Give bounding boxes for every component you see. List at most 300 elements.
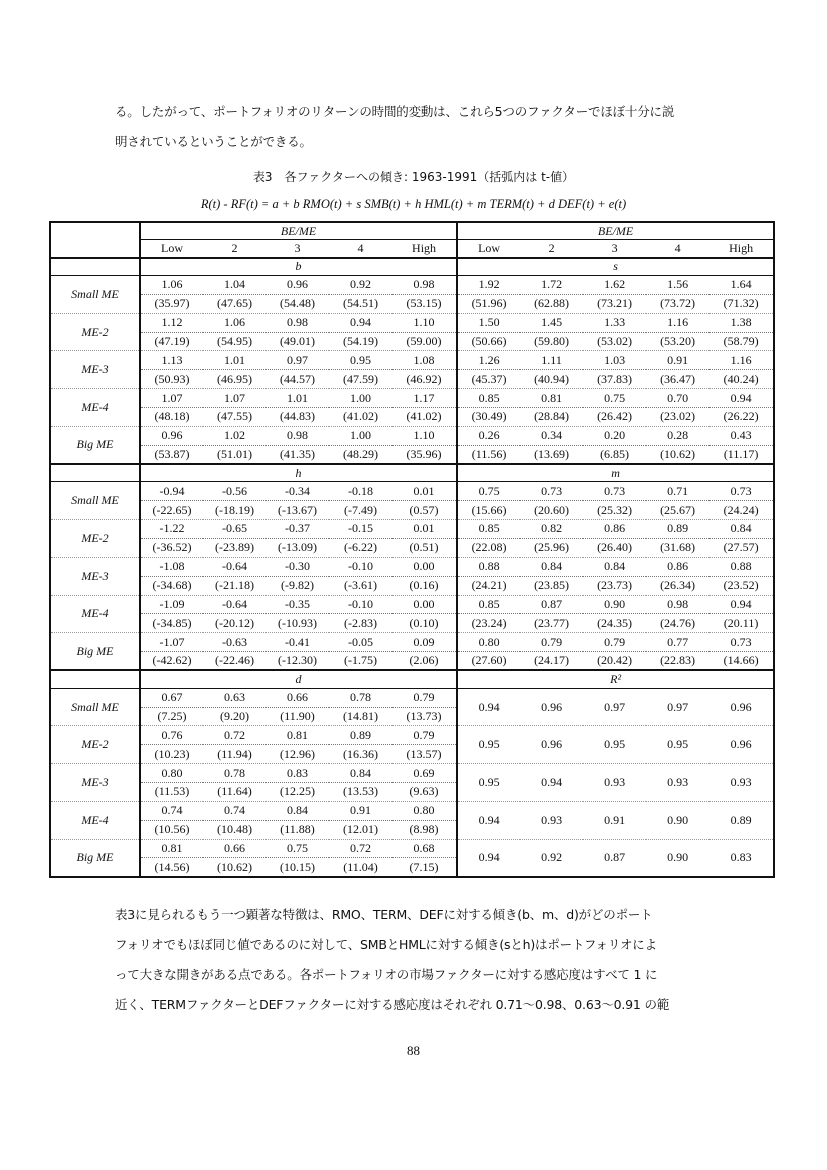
t-value-cell: (0.51)	[392, 538, 457, 557]
coef-cell: 1.13	[140, 351, 203, 370]
table-row-tvalues	[50, 407, 774, 426]
t-value-cell: (27.57)	[723, 540, 759, 555]
t-value-cell: (25.96)	[534, 540, 570, 555]
t-value-cell: (11.56)	[471, 446, 507, 461]
t-value-cell: (53.87)	[154, 446, 190, 461]
coef-cell: 0.79	[520, 633, 583, 652]
coef-cell: 0.84	[709, 520, 774, 539]
t-value-cell: (11.53)	[154, 784, 190, 799]
section-header-row	[50, 670, 774, 688]
t-value-cell: (35.97)	[154, 296, 190, 311]
coef-cell: 1.12	[140, 313, 203, 332]
coef-cell: -1.09	[140, 595, 203, 614]
section-header-row	[50, 258, 774, 276]
r-squared-cell: 0.95	[457, 726, 520, 764]
row-label: Big ME	[50, 839, 140, 877]
coef-cell: 0.89	[329, 726, 392, 745]
coef-cell: 0.73	[709, 633, 774, 652]
coef-cell: 1.06	[140, 275, 203, 294]
coef-cell: 0.80	[457, 633, 520, 652]
t-value-cell: (62.88)	[534, 296, 570, 311]
coef-cell: 0.70	[646, 389, 709, 408]
body-line-1: 表3に見られるもう一つ顕著な特徴は、RMO、TERM、DEFに対する傾き(b、m、d)がどのポート	[115, 907, 653, 922]
t-value-cell: (20.42)	[597, 653, 633, 668]
row-label: Small ME	[50, 688, 140, 726]
t-value-cell: (35.96)	[392, 445, 457, 464]
coef-cell: 0.96	[266, 275, 329, 294]
table-row	[50, 764, 774, 783]
t-value-cell: (53.20)	[660, 333, 696, 348]
coef-cell: 1.07	[140, 389, 203, 408]
t-value-cell: (-9.82)	[281, 578, 314, 593]
coef-cell: 0.92	[329, 275, 392, 294]
coef-cell: 0.66	[266, 688, 329, 707]
coef-cell: 0.73	[709, 482, 774, 501]
row-label: ME-2	[50, 520, 140, 558]
column-header-left-4: High	[392, 240, 457, 258]
table-row	[50, 557, 774, 576]
section-label-left: h	[140, 464, 457, 482]
coef-cell: 0.97	[266, 351, 329, 370]
t-value-cell: (54.95)	[217, 333, 252, 348]
coef-cell: 0.74	[140, 801, 203, 820]
row-label: ME-2	[50, 313, 140, 351]
coef-cell: 0.00	[392, 595, 457, 614]
table-row-tvalues	[50, 445, 774, 464]
body-line-2: フォリオでもほぼ同じ値であるのに対して、SMBとHMLに対する傾き(sとh)はポートフォリオによ	[115, 937, 657, 952]
section-label-left: b	[140, 258, 457, 276]
coef-cell: 0.66	[203, 839, 266, 858]
coef-cell: 1.72	[520, 275, 583, 294]
t-value-cell: (51.96)	[471, 296, 507, 311]
t-value-cell: (11.90)	[280, 709, 315, 724]
t-value-cell: (-21.18)	[215, 578, 254, 593]
coef-cell: -0.65	[203, 520, 266, 539]
r-squared-cell: 0.96	[709, 726, 774, 764]
coef-cell: 0.83	[266, 764, 329, 783]
t-value-cell: (13.53)	[343, 784, 378, 799]
table-row	[50, 275, 774, 294]
t-value-cell: (11.04)	[343, 859, 378, 874]
coef-cell: 0.81	[266, 726, 329, 745]
t-value-cell: (47.55)	[217, 409, 252, 424]
t-value-cell: (53.02)	[597, 333, 633, 348]
t-value-cell: (13.57)	[392, 745, 457, 764]
table-row-tvalues	[50, 576, 774, 595]
t-value-cell: (73.21)	[597, 296, 633, 311]
t-value-cell: (48.18)	[154, 409, 190, 424]
t-value-cell: (2.06)	[392, 652, 457, 671]
t-value-cell: (47.59)	[343, 371, 378, 386]
t-value-cell: (26.42)	[597, 409, 633, 424]
t-value-cell: (51.01)	[217, 446, 252, 461]
table-row	[50, 839, 774, 858]
r-squared-cell: 0.95	[457, 764, 520, 802]
column-header-left-1: 2	[203, 240, 266, 258]
table-row-tvalues	[50, 501, 774, 520]
coef-cell: -0.18	[329, 482, 392, 501]
coef-cell: 0.84	[329, 764, 392, 783]
t-value-cell: (24.21)	[471, 578, 507, 593]
section-header-blank	[50, 258, 140, 276]
coef-cell: 1.45	[520, 313, 583, 332]
t-value-cell: (23.73)	[597, 578, 633, 593]
t-value-cell: (59.80)	[534, 333, 570, 348]
r-squared-cell: 0.87	[583, 839, 646, 877]
t-value-cell: (11.64)	[217, 784, 252, 799]
coef-cell: 0.85	[457, 389, 520, 408]
coef-cell: 1.03	[583, 351, 646, 370]
t-value-cell: (37.83)	[597, 371, 633, 386]
group-header-right: BE/ME	[457, 222, 774, 240]
coef-cell: 1.10	[392, 313, 457, 332]
coef-cell: 0.09	[392, 633, 457, 652]
r-squared-cell: 0.90	[646, 801, 709, 839]
t-value-cell: (7.25)	[157, 709, 187, 724]
t-value-cell: (10.62)	[217, 859, 252, 874]
t-value-cell: (54.51)	[343, 296, 378, 311]
table-row	[50, 313, 774, 332]
coef-cell: -0.63	[203, 633, 266, 652]
table-row	[50, 801, 774, 820]
coef-cell: 0.87	[520, 595, 583, 614]
coef-cell: 1.92	[457, 275, 520, 294]
coef-cell: 1.10	[392, 426, 457, 445]
r-squared-cell: 0.91	[583, 801, 646, 839]
t-value-cell: (47.65)	[217, 296, 252, 311]
coef-cell: -0.30	[266, 557, 329, 576]
table-row-tvalues	[50, 614, 774, 633]
t-value-cell: (27.60)	[471, 653, 507, 668]
t-value-cell: (10.62)	[660, 446, 696, 461]
t-value-cell: (28.84)	[534, 409, 570, 424]
t-value-cell: (0.16)	[392, 576, 457, 595]
r-squared-cell: 0.92	[520, 839, 583, 877]
t-value-cell: (40.94)	[534, 371, 570, 386]
r-squared-cell: 0.94	[478, 699, 500, 714]
t-value-cell: (45.37)	[471, 371, 507, 386]
t-value-cell: (-22.65)	[152, 502, 192, 517]
coef-cell: 0.84	[266, 801, 329, 820]
t-value-cell: (-13.67)	[278, 502, 317, 517]
t-value-cell: (50.66)	[471, 333, 507, 348]
column-header-right-1: 2	[520, 240, 583, 258]
t-value-cell: (10.23)	[154, 746, 190, 761]
column-header-left-2: 3	[266, 240, 329, 258]
coef-cell: 1.06	[203, 313, 266, 332]
r-squared-cell: 0.97	[604, 699, 626, 714]
table-row-tvalues	[50, 332, 774, 351]
t-value-cell: (23.24)	[471, 615, 507, 630]
coef-cell: -1.07	[140, 633, 203, 652]
coef-cell: 0.01	[392, 482, 457, 501]
t-value-cell: (-3.61)	[344, 578, 377, 593]
table-row	[50, 595, 774, 614]
coef-cell: 0.72	[203, 726, 266, 745]
intro-paragraph	[115, 97, 715, 157]
t-value-cell: (12.25)	[280, 784, 315, 799]
coef-cell: 0.86	[646, 557, 709, 576]
coef-cell: -0.56	[203, 482, 266, 501]
table-row	[50, 351, 774, 370]
coef-cell: 1.08	[392, 351, 457, 370]
t-value-cell: (20.11)	[723, 615, 759, 630]
coef-cell: 0.26	[457, 426, 520, 445]
column-header-right-3: 4	[646, 240, 709, 258]
t-value-cell: (25.32)	[597, 502, 633, 517]
coef-cell: 0.73	[583, 482, 646, 501]
t-value-cell: (12.01)	[343, 822, 378, 837]
coef-cell: -0.10	[329, 557, 392, 576]
table-row-tvalues	[50, 370, 774, 389]
t-value-cell: (25.67)	[660, 502, 696, 517]
coef-cell: 0.34	[520, 426, 583, 445]
t-value-cell: (23.77)	[534, 615, 570, 630]
table-row-tvalues	[50, 538, 774, 557]
t-value-cell: (44.83)	[280, 409, 315, 424]
coef-cell: 0.98	[266, 313, 329, 332]
t-value-cell: (8.98)	[392, 820, 457, 839]
coef-cell: 0.98	[646, 595, 709, 614]
t-value-cell: (13.73)	[392, 707, 457, 726]
row-label: ME-4	[50, 801, 140, 839]
t-value-cell: (9.20)	[220, 709, 249, 724]
section-label-right: m	[457, 464, 774, 482]
coef-cell: 1.00	[329, 389, 392, 408]
r-squared-cell: 0.93	[709, 764, 774, 802]
r-squared-cell: 0.94	[520, 764, 583, 802]
t-value-cell: (-10.93)	[278, 615, 317, 630]
t-value-cell: (40.24)	[723, 371, 759, 386]
r-squared-cell: 0.90	[646, 839, 709, 877]
t-value-cell: (22.08)	[471, 540, 507, 555]
section-header-blank	[50, 464, 140, 482]
t-value-cell: (9.63)	[392, 783, 457, 802]
t-value-cell: (22.83)	[660, 653, 696, 668]
t-value-cell: (10.56)	[154, 822, 190, 837]
row-label: ME-3	[50, 351, 140, 389]
t-value-cell: (10.15)	[280, 859, 315, 874]
r-squared-cell: 0.96	[520, 726, 583, 764]
r-squared-cell: 0.83	[709, 839, 774, 877]
t-value-cell: (24.76)	[660, 615, 696, 630]
coef-cell: 0.85	[457, 595, 520, 614]
t-value-cell: (47.19)	[154, 333, 190, 348]
coef-cell: -0.94	[140, 482, 203, 501]
coef-cell: 1.07	[203, 389, 266, 408]
section-header-blank	[50, 670, 140, 688]
coef-cell: -0.15	[329, 520, 392, 539]
coef-cell: 0.79	[392, 688, 457, 707]
t-value-cell: (14.81)	[343, 709, 378, 724]
table-row	[50, 389, 774, 408]
coef-cell: 0.98	[392, 275, 457, 294]
t-value-cell: (30.49)	[471, 409, 507, 424]
coef-cell: 1.33	[583, 313, 646, 332]
t-value-cell: (-42.62)	[152, 653, 192, 668]
coef-cell: -0.05	[329, 633, 392, 652]
coef-cell: 1.16	[709, 351, 774, 370]
coef-cell: 0.91	[329, 801, 392, 820]
coef-cell: -0.37	[266, 520, 329, 539]
coef-cell: 0.69	[392, 764, 457, 783]
coef-cell: 0.74	[203, 801, 266, 820]
table-caption: 表3 各ファクターへの傾き: 1963-1991（括弧内は t-値）	[252, 170, 575, 184]
r-squared-cell: 0.93	[583, 764, 646, 802]
table-row	[50, 482, 774, 501]
coef-cell: 0.72	[329, 839, 392, 858]
table-row	[50, 688, 774, 707]
table-row	[50, 633, 774, 652]
row-label: Big ME	[50, 426, 140, 464]
table-row-tvalues	[50, 294, 774, 313]
coef-cell: 0.86	[583, 520, 646, 539]
coef-cell: 0.85	[457, 520, 520, 539]
r-squared-cell: 0.93	[520, 801, 583, 839]
table-row	[50, 726, 774, 745]
t-value-cell: (41.02)	[343, 409, 378, 424]
group-header-left: BE/ME	[140, 222, 457, 240]
column-header-left-3: 4	[329, 240, 392, 258]
table-row-tvalues	[50, 652, 774, 671]
coef-cell: 1.16	[646, 313, 709, 332]
t-value-cell: (24.35)	[597, 615, 633, 630]
t-value-cell: (23.52)	[723, 578, 759, 593]
coef-cell: 0.84	[520, 557, 583, 576]
coef-cell: 0.89	[646, 520, 709, 539]
coef-cell: -0.35	[266, 595, 329, 614]
table-body	[50, 222, 774, 877]
t-value-cell: (14.56)	[154, 859, 190, 874]
table-corner	[50, 222, 140, 258]
coef-cell: 1.56	[646, 275, 709, 294]
t-value-cell: (-13.09)	[278, 540, 317, 555]
t-value-cell: (23.85)	[534, 578, 570, 593]
t-value-cell: (-20.12)	[215, 615, 254, 630]
coef-cell: 0.28	[646, 426, 709, 445]
r-squared-cell: 0.96	[730, 699, 752, 714]
t-value-cell: (-1.75)	[344, 653, 377, 668]
coef-cell: 1.02	[203, 426, 266, 445]
coef-cell: 0.20	[583, 426, 646, 445]
coef-cell: 0.80	[140, 764, 203, 783]
t-value-cell: (-36.52)	[152, 540, 192, 555]
body-line-3: って大きな開きがある点である。各ポートフォリオの市場ファクターに対する感応度はすべて 1 に	[115, 967, 658, 982]
r-squared-cell: 0.94	[457, 801, 520, 839]
coef-cell: 0.75	[266, 839, 329, 858]
coef-cell: 1.11	[520, 351, 583, 370]
t-value-cell: (-34.68)	[152, 578, 192, 593]
r-squared-cell: 0.94	[457, 839, 520, 877]
section-header-row	[50, 464, 774, 482]
coef-cell: 1.01	[266, 389, 329, 408]
section-label-right: R²	[457, 670, 774, 688]
column-header-right-2: 3	[583, 240, 646, 258]
coef-cell: 0.71	[646, 482, 709, 501]
coef-cell: 0.94	[709, 389, 774, 408]
coef-cell: 1.38	[709, 313, 774, 332]
coef-cell: 0.81	[520, 389, 583, 408]
coef-cell: 0.78	[329, 688, 392, 707]
t-value-cell: (23.02)	[660, 409, 696, 424]
regression-formula: R(t) - RF(t) = a + b RMO(t) + s SMB(t) + h HML(t) + m TERM(t) + d DEF(t) + e(t)	[200, 197, 627, 211]
t-value-cell: (14.66)	[723, 653, 759, 668]
t-value-cell: (26.22)	[723, 409, 759, 424]
coef-cell: 0.67	[140, 688, 203, 707]
t-value-cell: (15.66)	[471, 502, 507, 517]
coef-cell: 0.94	[329, 313, 392, 332]
t-value-cell: (54.48)	[280, 296, 315, 311]
coef-cell: 1.50	[457, 313, 520, 332]
t-value-cell: (58.79)	[723, 333, 759, 348]
t-value-cell: (7.15)	[392, 858, 457, 877]
t-value-cell: (10.48)	[217, 822, 252, 837]
t-value-cell: (-2.83)	[344, 615, 377, 630]
factor-loadings-table	[49, 221, 775, 878]
coef-cell: -0.64	[203, 557, 266, 576]
t-value-cell: (20.60)	[534, 502, 570, 517]
coef-cell: 1.01	[203, 351, 266, 370]
t-value-cell: (11.88)	[280, 822, 315, 837]
row-label: ME-4	[50, 389, 140, 427]
coef-cell: 1.62	[583, 275, 646, 294]
intro-line-2: 明されているということができる。	[115, 134, 312, 149]
t-value-cell: (-22.46)	[215, 653, 254, 668]
t-value-cell: (0.10)	[392, 614, 457, 633]
t-value-cell: (54.19)	[343, 333, 378, 348]
t-value-cell: (-34.85)	[152, 615, 192, 630]
coef-cell: -1.22	[140, 520, 203, 539]
t-value-cell: (44.57)	[280, 371, 315, 386]
coef-cell: 0.43	[709, 426, 774, 445]
row-label: ME-2	[50, 726, 140, 764]
table-row	[50, 520, 774, 539]
t-value-cell: (12.96)	[280, 746, 315, 761]
r-squared-cell: 0.97	[667, 699, 689, 714]
coef-cell: 1.04	[203, 275, 266, 294]
t-value-cell: (53.15)	[392, 294, 457, 313]
row-label: Big ME	[50, 633, 140, 671]
intro-line-1: る。したがって、ポートフォリオのリターンの時間的変動は、これら5つのファクターでほぼ十分に説	[115, 104, 675, 119]
r-squared-cell: 0.96	[541, 699, 563, 714]
t-value-cell: (-7.49)	[344, 502, 377, 517]
coef-cell: 0.96	[140, 426, 203, 445]
coef-cell: 0.80	[392, 801, 457, 820]
coef-cell: 0.79	[583, 633, 646, 652]
t-value-cell: (71.32)	[723, 296, 759, 311]
coef-cell: 0.98	[266, 426, 329, 445]
t-value-cell: (11.94)	[217, 746, 252, 761]
coef-cell: 0.00	[392, 557, 457, 576]
coef-cell: 0.90	[583, 595, 646, 614]
coef-cell: -0.64	[203, 595, 266, 614]
coef-cell: -0.41	[266, 633, 329, 652]
coef-cell: 0.94	[709, 595, 774, 614]
t-value-cell: (26.34)	[660, 578, 696, 593]
coef-cell: 0.81	[140, 839, 203, 858]
t-value-cell: (46.92)	[392, 370, 457, 389]
column-header-left-0: Low	[140, 240, 203, 258]
coef-cell: 0.77	[646, 633, 709, 652]
table-row	[50, 426, 774, 445]
t-value-cell: (49.01)	[280, 333, 315, 348]
t-value-cell: (24.17)	[534, 653, 570, 668]
row-label: ME-3	[50, 764, 140, 802]
body-paragraph	[115, 900, 715, 1020]
t-value-cell: (59.00)	[392, 332, 457, 351]
coef-cell: 1.00	[329, 426, 392, 445]
r-squared-cell: 0.89	[709, 801, 774, 839]
